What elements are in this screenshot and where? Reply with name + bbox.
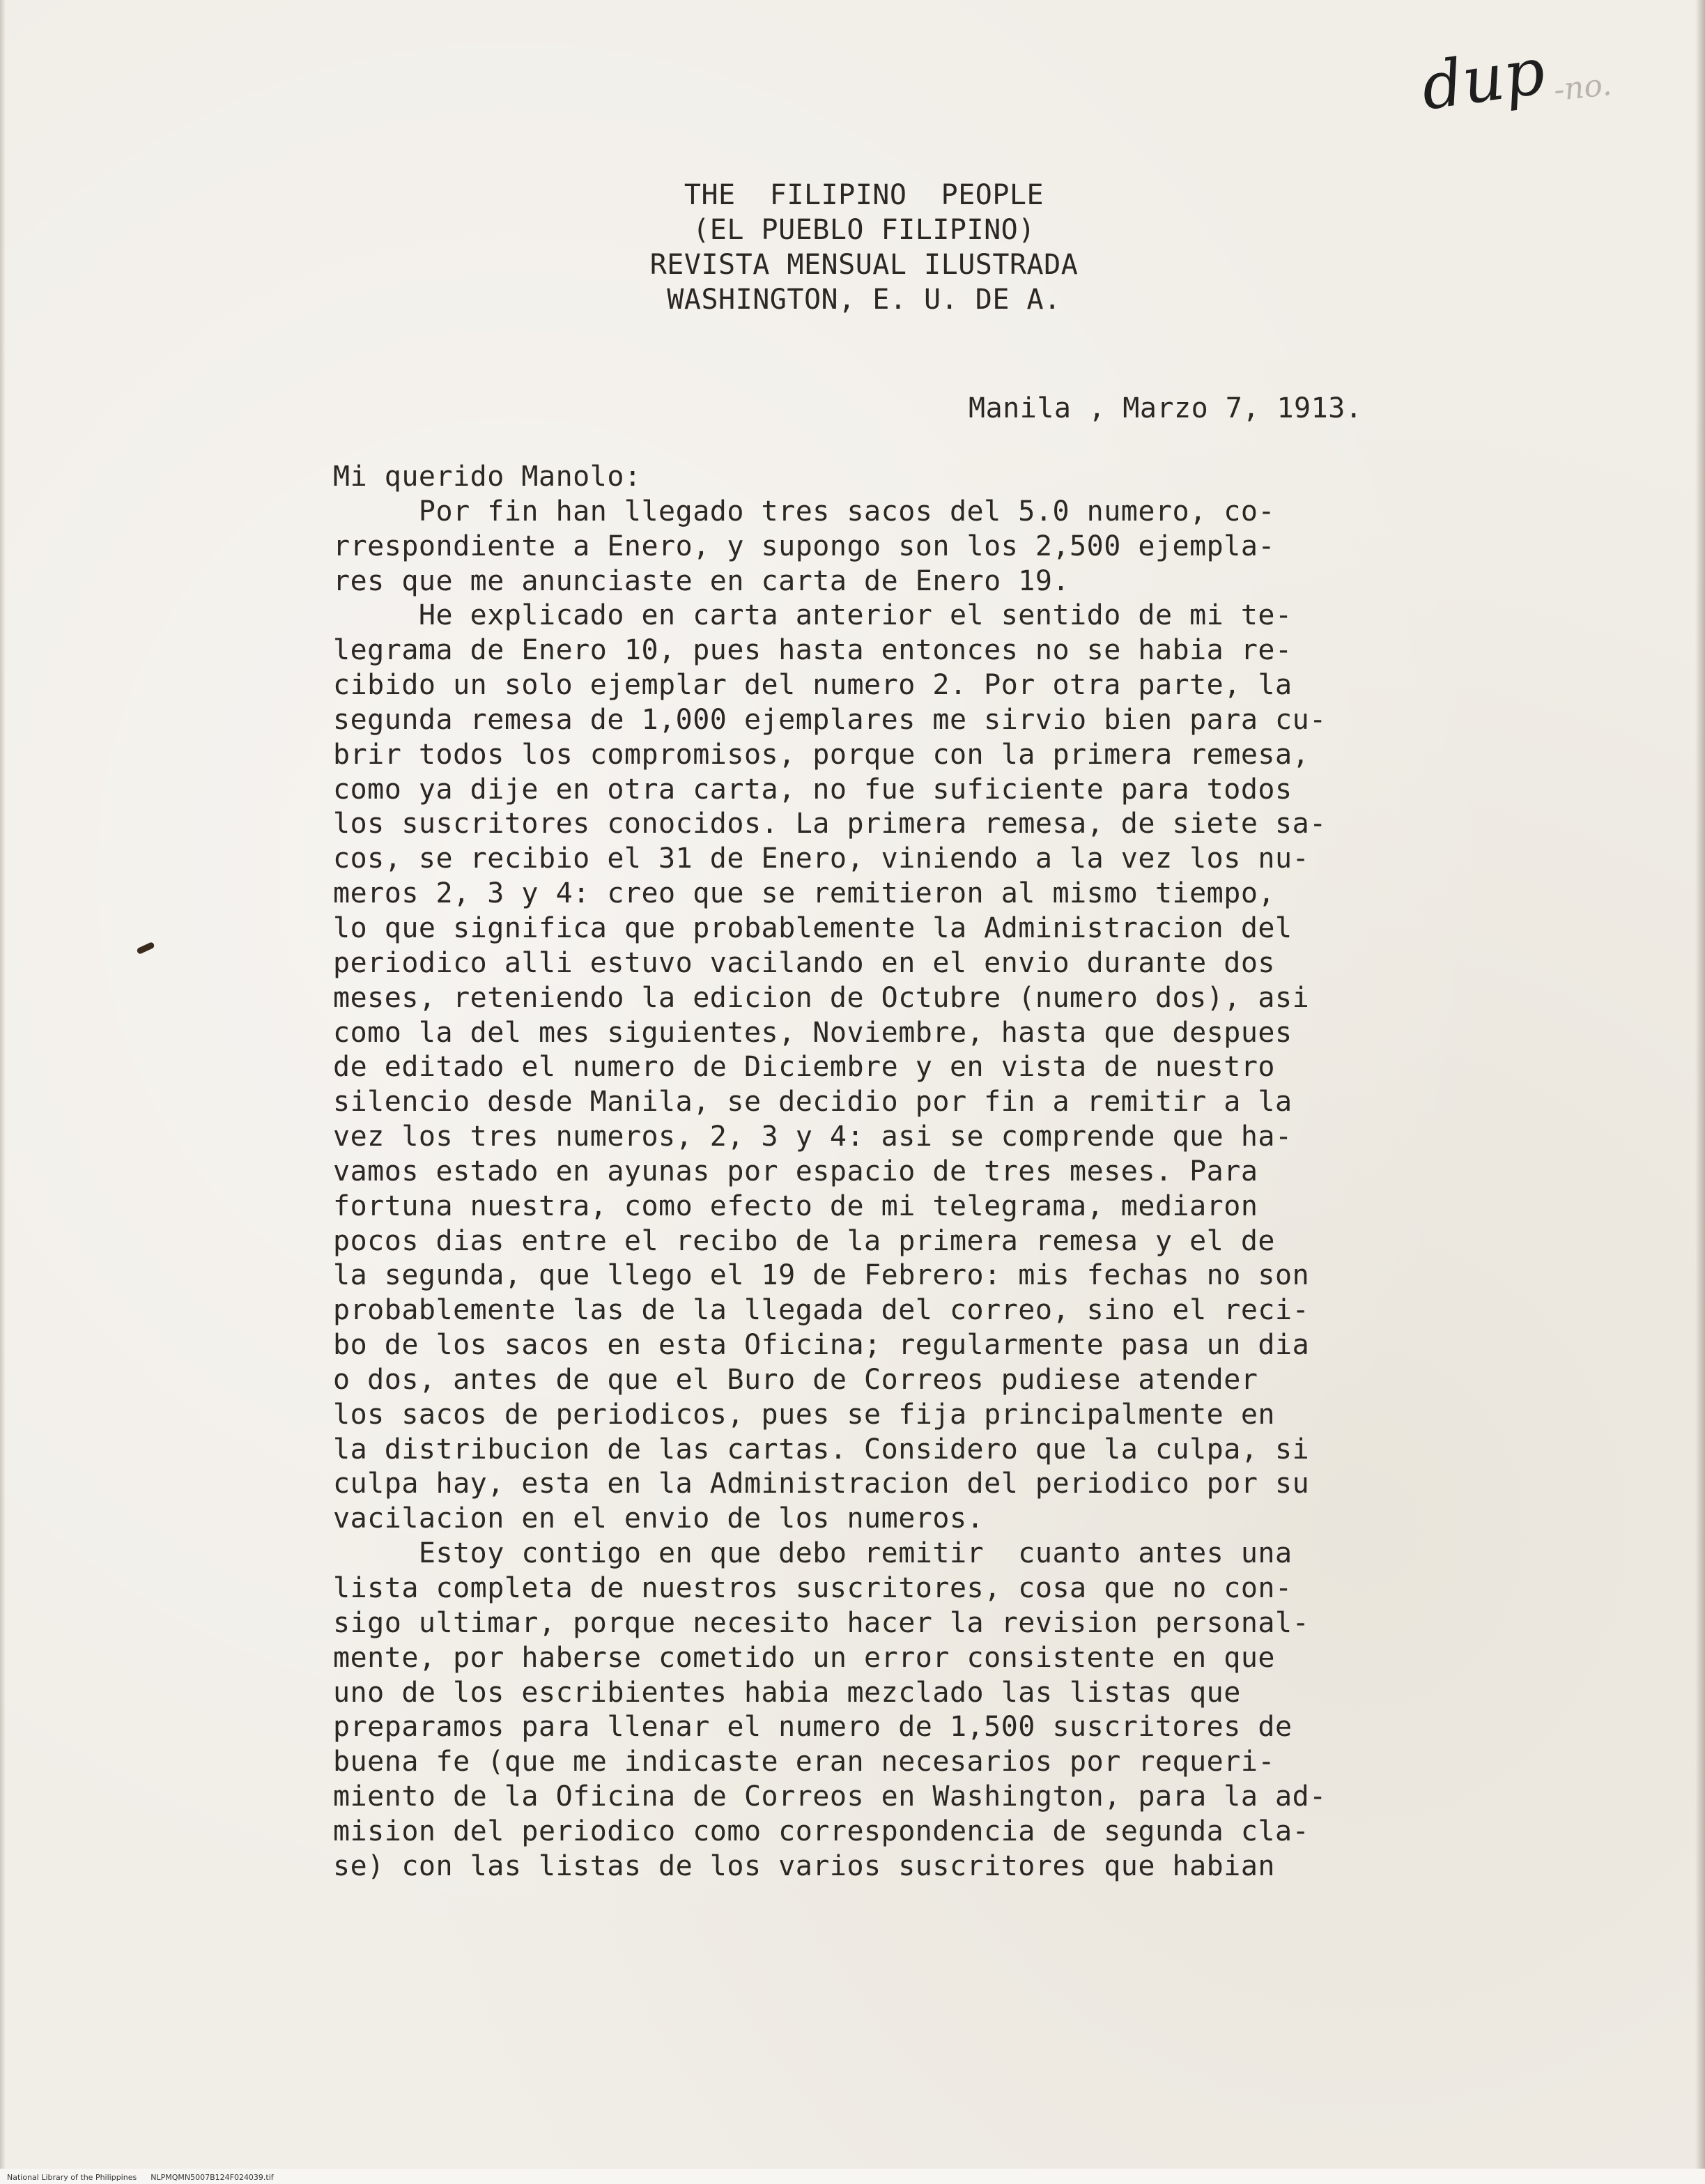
letter-line: vez los tres numeros, 2, 3 y 4: asi se comprende que ha- <box>333 1121 1293 1153</box>
letter-line: o dos, antes de que el Buro de Correos pudiese atender <box>333 1363 1258 1396</box>
letter-line: los suscritores conocidos. La primera remesa, de siete sa- <box>333 808 1327 840</box>
letter-line: mente, por haberse cometido un error consistente en que <box>333 1641 1276 1674</box>
letter-line: vacilacion en el envio de los numeros. <box>333 1502 985 1535</box>
letter-date: Manila , Marzo 7, 1913. <box>969 392 1363 424</box>
letter-line: lista completa de nuestros suscritores, cosa que no con- <box>333 1572 1293 1604</box>
letterhead <box>530 178 1198 317</box>
letter-line: rrespondiente a Enero, y supongo son los 2,500 ejempla- <box>333 530 1276 562</box>
letter-line: Por fin han llegado tres sacos del 5.0 numero, co- <box>333 495 1276 528</box>
letter-line: culpa hay, esta en la Administracion del periodico por su <box>333 1468 1310 1500</box>
scan-footer <box>0 2169 1705 2184</box>
letter-line: meses, reteniendo la edicion de Octubre (numero dos), asi <box>333 981 1310 1014</box>
letter-line: sigo ultimar, porque necesito hacer la revision personal- <box>333 1606 1310 1639</box>
letter-line: como ya dije en otra carta, no fue suficiente para todos <box>333 773 1293 806</box>
letter-line: legrama de Enero 10, pues hasta entonces no se habia re- <box>333 634 1293 667</box>
letter-line: buena fe (que me indicaste eran necesarios por requeri- <box>333 1746 1276 1778</box>
letter-line: He explicado en carta anterior el sentido de mi te- <box>333 599 1293 632</box>
letter-line: res que me anunciaste en carta de Enero 19. <box>333 564 1070 597</box>
scan-footer-text <box>7 2173 288 2182</box>
letter-line: la distribucion de las cartas. Considero que la culpa, si <box>333 1433 1310 1466</box>
letter-body <box>333 460 1406 1884</box>
letter-line: mision del periodico como correspondencia de segunda cla- <box>333 1815 1310 1847</box>
footer-file-id: NLPMQMN5007B124F024039.tif <box>151 2173 274 2182</box>
letter-line: Estoy contigo en que debo remitir cuanto antes una <box>333 1537 1293 1570</box>
letterhead-location: WASHINGTON, E. U. DE A. <box>667 284 1061 316</box>
handwritten-note: dup <box>1417 33 1550 125</box>
letter-line: se) con las listas de los varios suscritores que habian <box>333 1850 1276 1882</box>
ink-smudge <box>136 941 155 955</box>
letter-line: Mi querido Manolo: <box>333 461 642 493</box>
letter-line: pocos dias entre el recibo de la primera remesa y el de <box>333 1224 1276 1257</box>
letter-line: probablemente las de la llegada del correo, sino el reci- <box>333 1294 1310 1327</box>
footer-institution: National Library of the Philippines <box>7 2173 137 2182</box>
letter-line: cos, se recibio el 31 de Enero, viniendo a la vez los nu- <box>333 843 1310 875</box>
letter-line: meros 2, 3 y 4: creo que se remitieron al mismo tiempo, <box>333 877 1276 910</box>
letter-line: vamos estado en ayunas por espacio de tres meses. Para <box>333 1155 1258 1187</box>
page-edge-shadow-right <box>1695 0 1705 2184</box>
letter-line: la segunda, que llego el 19 de Febrero: mis fechas no son <box>333 1259 1310 1292</box>
letter-line: fortuna nuestra, como efecto de mi telegrama, mediaron <box>333 1190 1258 1222</box>
letter-line: como la del mes siguientes, Noviembre, hasta que despues <box>333 1016 1293 1049</box>
letter-line: bo de los sacos en esta Oficina; regularmente pasa un dia <box>333 1329 1310 1362</box>
letterhead-title: THE FILIPINO PEOPLE <box>684 179 1044 211</box>
page-edge-shadow-left <box>0 0 6 2184</box>
letter-line: miento de la Oficina de Correos en Washington, para la ad- <box>333 1781 1327 1813</box>
letter-line: lo que significa que probablemente la Administracion del <box>333 912 1293 944</box>
letter-line: segunda remesa de 1,000 ejemplares me sirvio bien para cu- <box>333 703 1327 736</box>
handwritten-note-faint: -no. <box>1552 66 1614 109</box>
letter-line: brir todos los compromisos, porque con la primera remesa, <box>333 738 1310 771</box>
letter-line: silencio desde Manila, se decidio por fin a remitir a la <box>333 1086 1293 1118</box>
letterhead-subtitle: (EL PUEBLO FILIPINO) <box>693 214 1035 246</box>
letter-line: los sacos de periodicos, pues se fija principalmente en <box>333 1398 1276 1431</box>
letter-line: de editado el numero de Diciembre y en vista de nuestro <box>333 1051 1276 1084</box>
letter-line: periodico alli estuvo vacilando en el envio durante dos <box>333 946 1276 979</box>
letter-line: uno de los escribientes habia mezclado las listas que <box>333 1676 1241 1709</box>
letter-line: preparamos para llenar el numero de 1,500 suscritores de <box>333 1711 1293 1744</box>
letterhead-description: REVISTA MENSUAL ILUSTRADA <box>649 249 1079 281</box>
letter-line: cibido un solo ejemplar del numero 2. Por otra parte, la <box>333 669 1293 702</box>
